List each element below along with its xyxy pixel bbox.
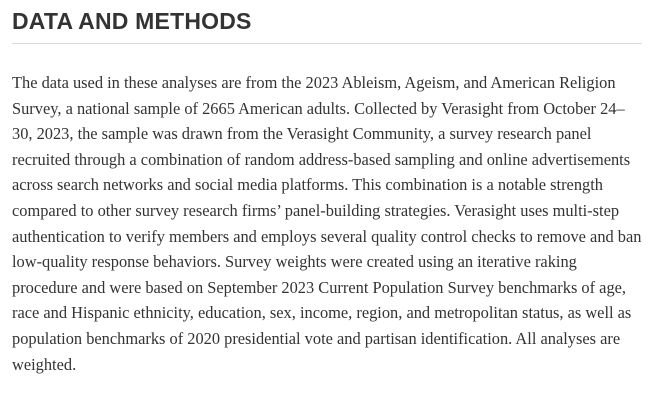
heading-divider (12, 43, 642, 44)
section-heading: DATA AND METHODS (12, 8, 252, 34)
data-and-methods-section (12, 0, 642, 377)
methods-paragraph: The data used in these analyses are from the 2023 Ableism, Ageism, and American Religion Survey, a national sample of 2665 American adults. Collected by Verasight from October 24–30, 2023, the sample was drawn from the Verasight Community, a survey research panel recruited through a combination of random address-based sampling and online advertisements across search networks and social media platforms. This combination is a notable strength compared to other survey research firms’ panel-building strategies. Verasight uses multi-step authentication to verify members and employs several quality control checks to remove and ban low-quality response behaviors. Survey weights were created using an iterative raking procedure and were based on September 2023 Current Population Survey benchmarks of age, race and Hispanic ethnicity, education, sex, income, region, and metropolitan status, as well as population benchmarks of 2020 presidential vote and partisan identification. All analyses are weighted. (12, 73, 642, 374)
